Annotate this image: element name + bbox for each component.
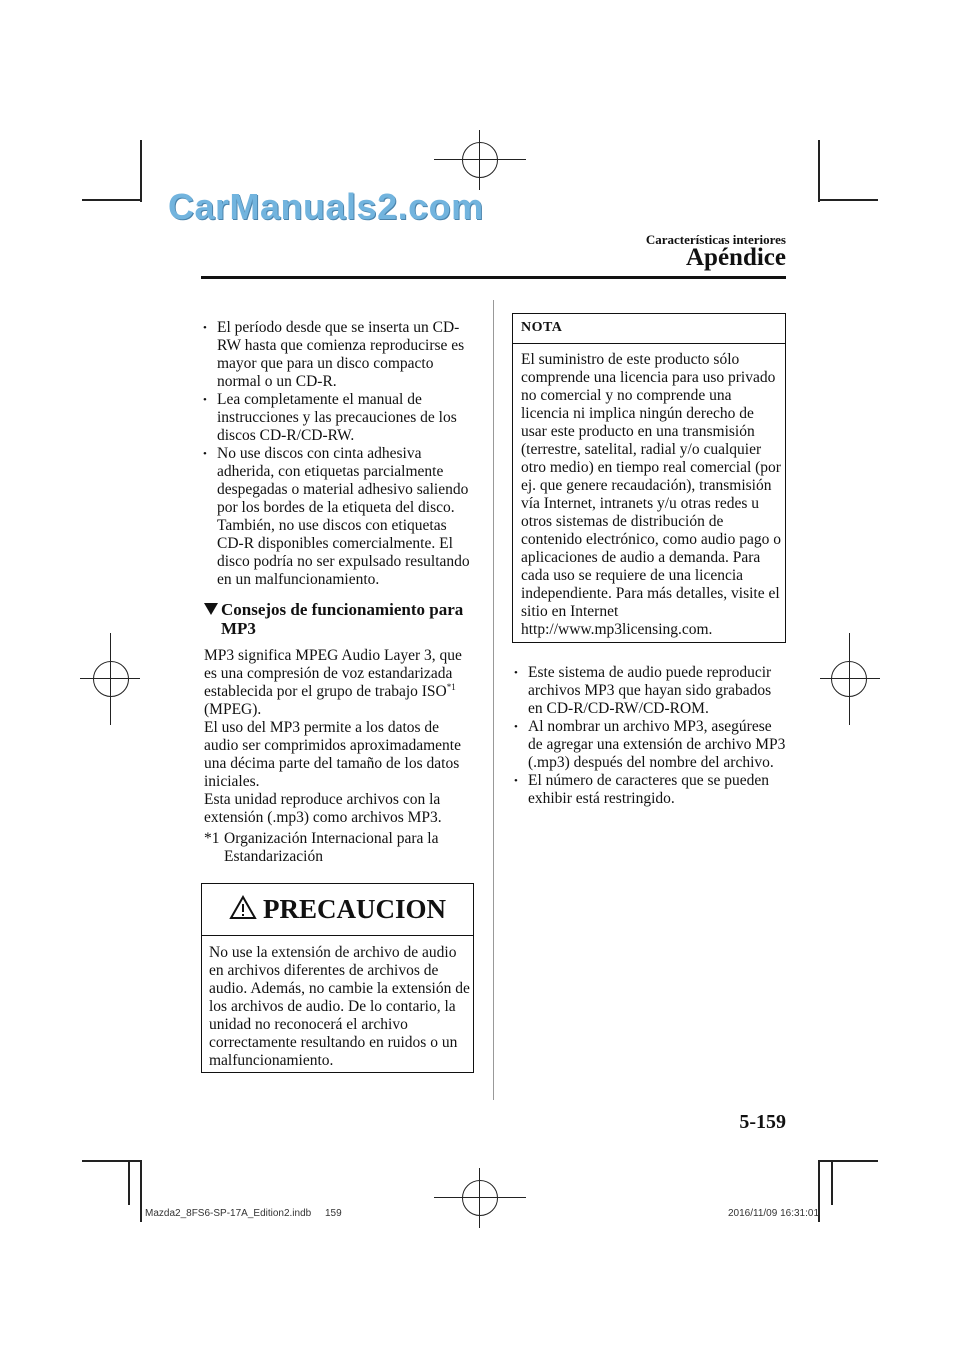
footnote: [204, 830, 474, 866]
header-section-label: Características interiores: [645, 232, 786, 247]
section-paragraph: Esta unidad reproduce archivos con la extensión (.mp3) como archivos MP3.: [204, 791, 442, 826]
column-divider: [493, 300, 494, 1100]
section-body: [204, 647, 476, 827]
page-title: Apéndice: [686, 244, 786, 271]
list-item: • Este sistema de audio puede reproducir archivos MP3 que hayan sido grabados en CD-R/CD-RW/CD-ROM.: [514, 664, 786, 718]
list-item: • El período desde que se inserta un CD-RW hasta que comienza reproducirse es mayor que para un disco compacto normal o un CD-R.: [203, 319, 475, 391]
caution-box: [201, 883, 474, 1073]
note-body: El suministro de este producto sólo comprende una licencia para uso privado no comercial y no comprende una licencia ni implica ningún derecho de usar este producto en una transmisión (terrestre, satelital, radial y/o cualquier otro medio) en tiempo real comercial (por ej. que genere recaudación), transmisión vía Internet, intranets y/u otras redes u otros sistemas de distribución de contenido electrónico, como audio pago o aplicaciones de audio a demanda. Para cada uso se requiere de una licencia independiente. Para más detalles, visite el sitio en Internet http://www.mp3licensing.com.: [521, 351, 781, 638]
right-bullet-list: [514, 664, 786, 808]
section-heading: [204, 600, 463, 638]
note-box: [512, 313, 786, 643]
footnote-text: Organización Internacional para la: [224, 830, 439, 847]
watermark-logo: CarManuals2.com: [168, 186, 484, 227]
warning-triangle-icon: [229, 895, 257, 920]
caution-rule: [202, 935, 473, 936]
section-heading-line1: Consejos de funcionamiento para: [221, 600, 464, 619]
footnote-ref: *1: [446, 681, 456, 692]
list-item: • No use discos con cinta adhesiva adherida, con etiquetas parcialmente despegadas o material adhesivo saliendo por los bordes de la etiqueta del disco. También, no use discos con etiquetas CD-R disponibles comercialmente. El disco podría no ser expulsado resultando en un malfuncionamiento.: [203, 445, 475, 589]
section-heading-line2: MP3: [221, 619, 256, 638]
caution-title: PRECAUCION: [202, 894, 473, 925]
section-paragraph: El uso del MP3 permite a los datos de audio ser comprimidos aproximadamente una décima parte del tamaño de los datos iniciales.: [204, 719, 461, 790]
page-number: 5-159: [739, 1111, 786, 1133]
left-bullet-list: [203, 319, 475, 589]
list-item: • Al nombrar un archivo MP3, asegúrese de agregar una extensión de archivo MP3 (.mp3) después del nombre del archivo.: [514, 718, 786, 772]
list-item: • El número de caracteres que se pueden exhibir está restringido.: [514, 772, 786, 808]
footer-file: Mazda2_8FS6-SP-17A_Edition2.indb: [145, 1208, 312, 1219]
note-title: NOTA: [521, 320, 563, 335]
footnote-text-cont: Estandarización: [224, 848, 323, 865]
list-item: • Lea completamente el manual de instrucciones y las precauciones de los discos CD-R/CD-RW.: [203, 391, 475, 445]
section-paragraph: MP3 significa MPEG Audio Layer 3, que es una compresión de voz estandarizada establecida por el grupo de trabajo ISO$^{*1}$ (MPEG).: [204, 647, 462, 718]
footer-datetime: 2016/11/09 16:31:01: [728, 1208, 820, 1219]
header-rule: [201, 276, 786, 279]
footnote-mark: *1: [204, 830, 220, 847]
triangle-marker-icon: [204, 603, 218, 615]
note-rule: [513, 343, 785, 344]
caution-body: No use la extensión de archivo de audio en archivos diferentes de archivos de audio. Además, no cambie la extensión de los archivos de audio. De lo contario, la unidad no reconocerá el archivo correctamente resultando en ruidos o un malfuncionamiento.: [209, 944, 470, 1069]
footer-page: 159: [325, 1208, 342, 1219]
